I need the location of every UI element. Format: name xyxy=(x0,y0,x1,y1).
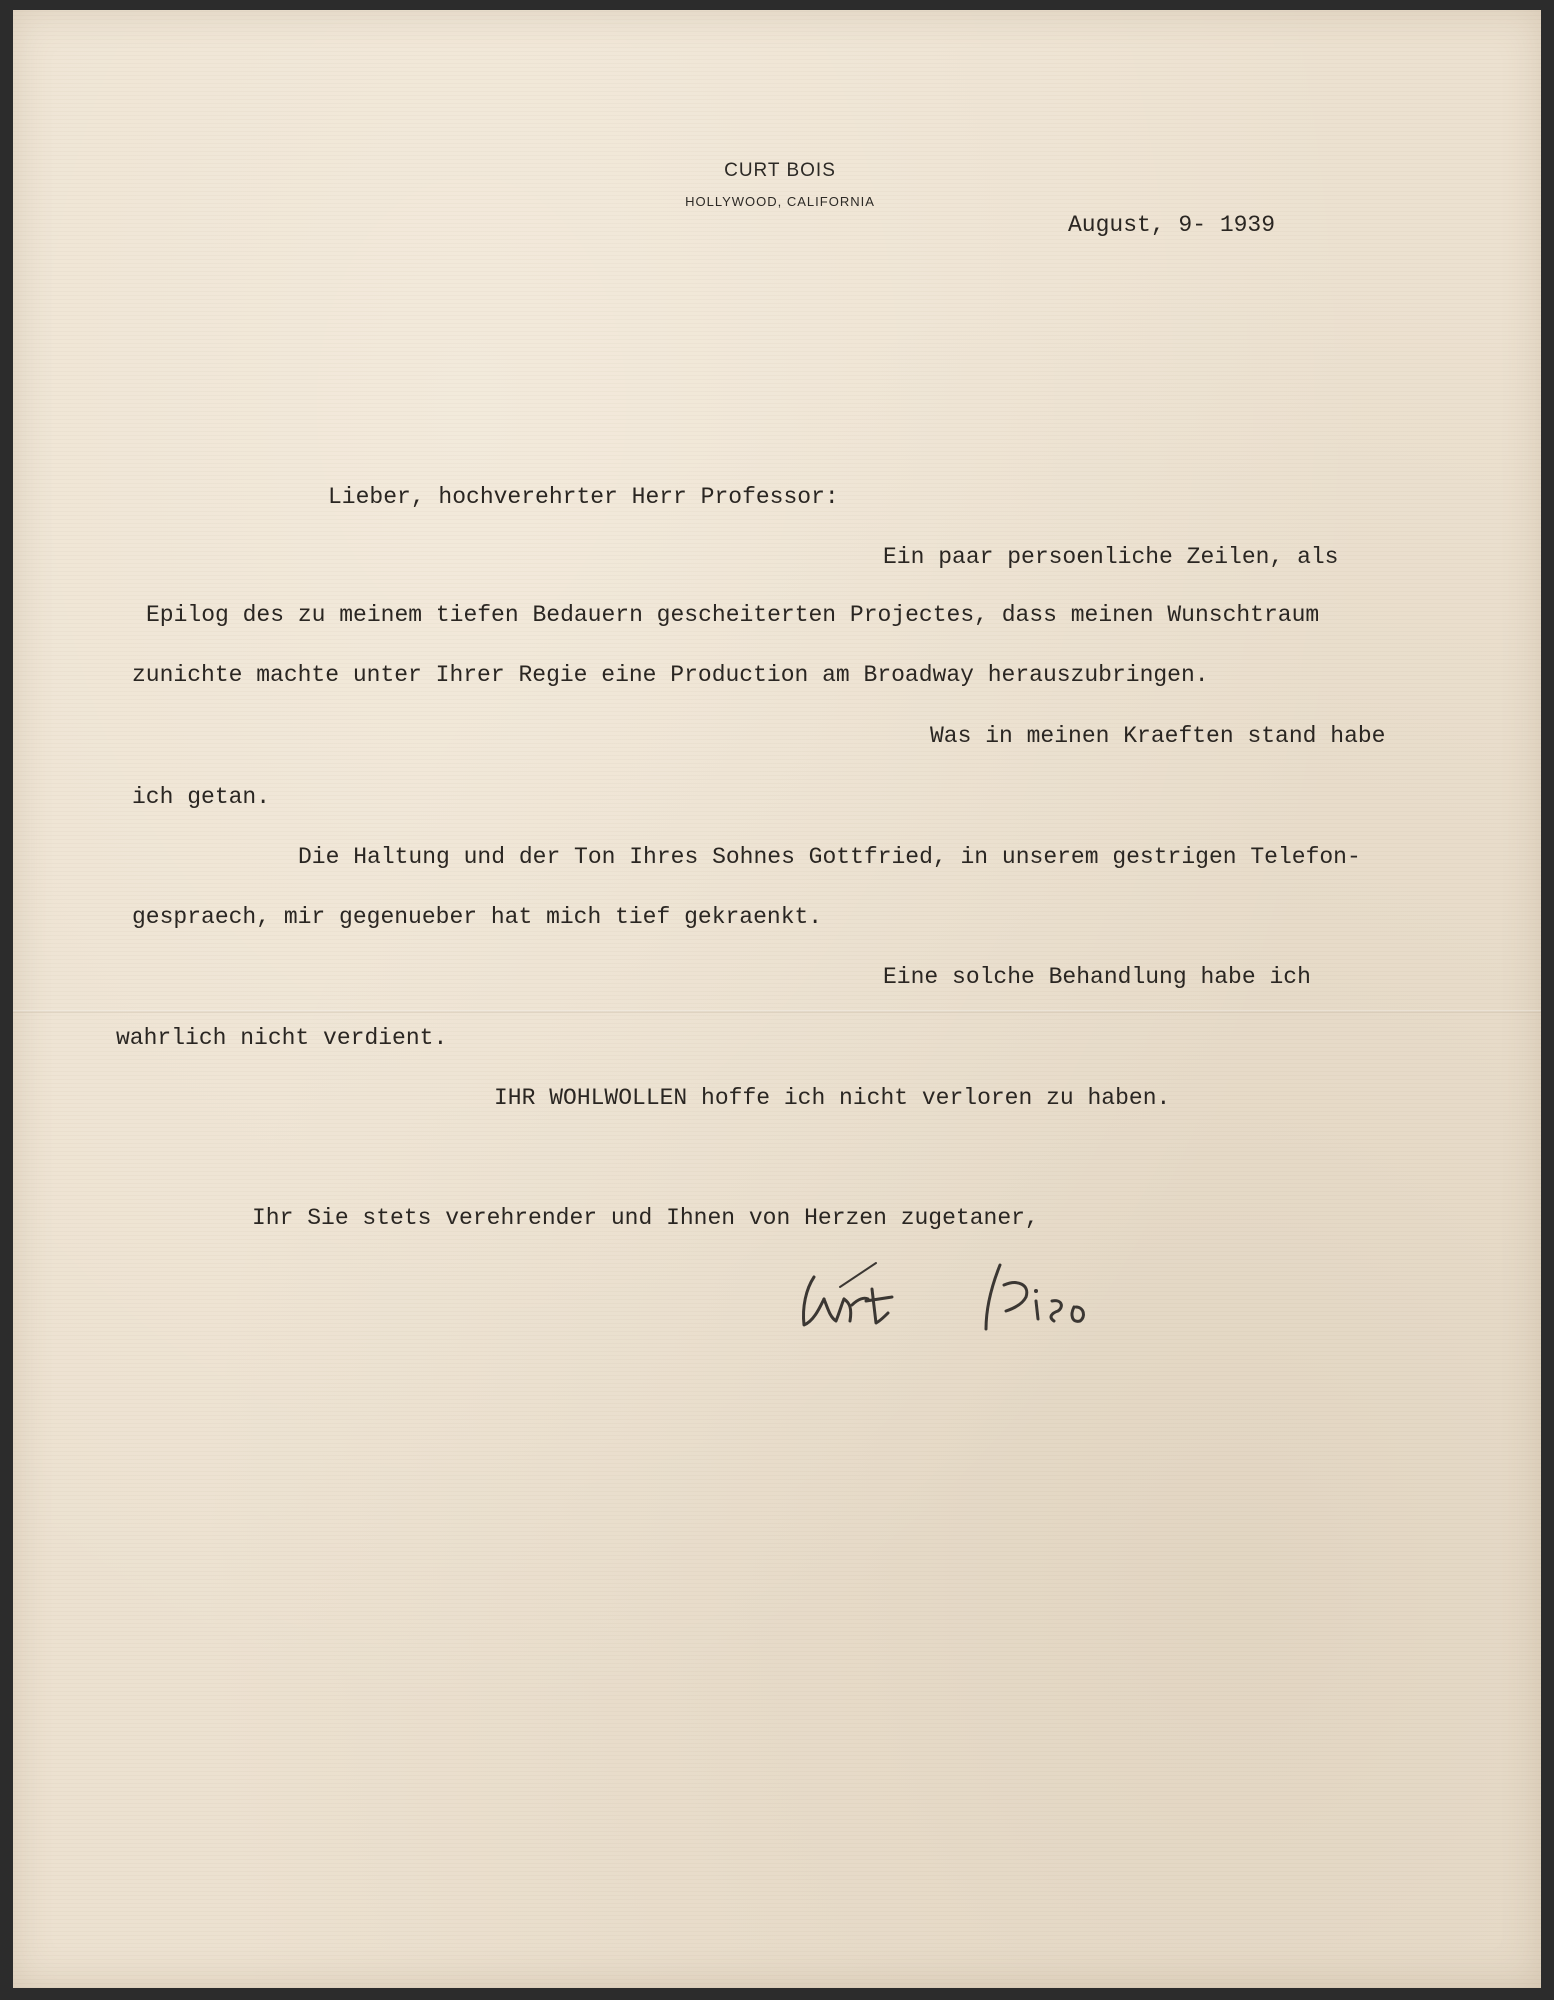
body-line: wahrlich nicht verdient. xyxy=(116,1025,448,1051)
body-line: Eine solche Behandlung habe ich xyxy=(883,964,1311,990)
letterhead xyxy=(0,160,1548,209)
letter-page xyxy=(13,10,1541,1988)
closing-line: Ihr Sie stets verehrender und Ihnen von Herzen zugetaner, xyxy=(252,1205,1039,1231)
letterhead-place: HOLLYWOOD, CALIFORNIA xyxy=(685,194,875,209)
body-line: Ein paar persoenliche Zeilen, als xyxy=(883,544,1339,570)
body-line: Die Haltung und der Ton Ihres Sohnes Gottfried, in unserem gestrigen Telefon- xyxy=(298,844,1361,870)
body-line: Was in meinen Kraeften stand habe xyxy=(930,723,1386,749)
paper-fold xyxy=(13,1010,1541,1013)
body-line: ich getan. xyxy=(132,784,271,810)
letterhead-name: CURT BOIS xyxy=(724,160,836,181)
body-line: Epilog des zu meinem tiefen Bedauern gescheiterten Projectes, dass meinen Wunschtraum xyxy=(146,602,1320,628)
salutation: Lieber, hochverehrter Herr Professor: xyxy=(328,484,839,510)
body-line: zunichte machte unter Ihrer Regie eine Production am Broadway herauszubringen. xyxy=(132,662,1209,688)
body-line: IHR WOHLWOLLEN hoffe ich nicht verloren zu haben. xyxy=(494,1085,1171,1111)
letter-date: August, 9- 1939 xyxy=(1068,212,1276,238)
body-line: gespraech, mir gegenueber hat mich tief gekraenkt. xyxy=(132,904,823,930)
handwritten-signature xyxy=(780,1245,1180,1365)
